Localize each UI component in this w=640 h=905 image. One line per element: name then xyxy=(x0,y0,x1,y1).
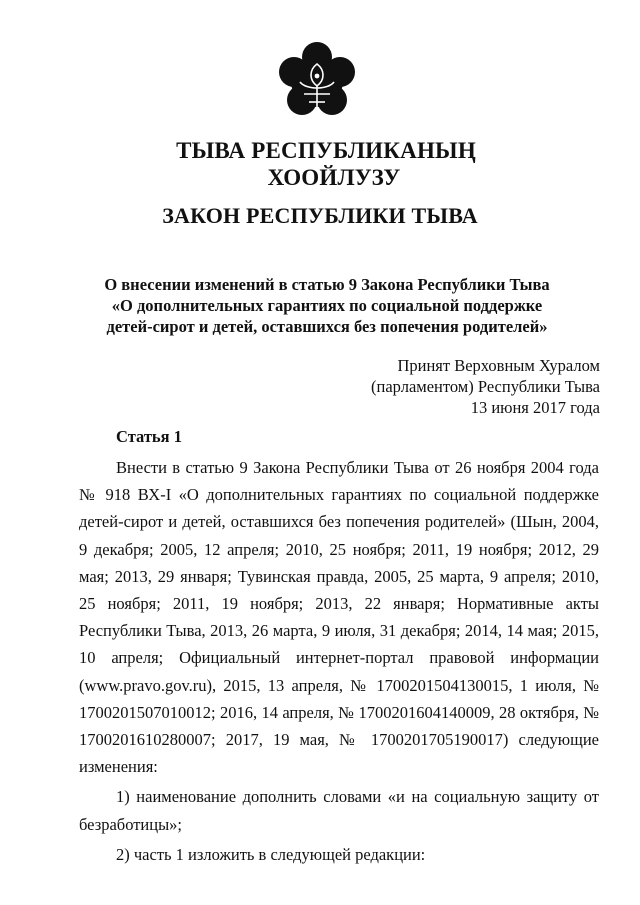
law-subject xyxy=(0,274,640,337)
adoption-line: Принят Верховным Хуралом xyxy=(397,356,600,375)
article-paragraph: 2) часть 1 изложить в следующей редакции: xyxy=(116,844,426,864)
title-russian: ЗАКОН РЕСПУБЛИКИ ТЫВА xyxy=(162,203,478,228)
law-subject-line: детей-сирот и детей, оставшихся без попечения родителей» xyxy=(106,317,548,336)
emblem-icon xyxy=(276,40,358,122)
article-paragraph: Внести в статью 9 Закона Республики Тыва от 26 ноября 2004 года № 918 ВХ-I «О дополнительных гарантиях по социальной поддержке детей-сирот и детей, оставшихся без попечения родителей» (Шын, 2004, 9 декабря; 2005, 12 апреля; 2010, 25 ноября; 2011, 19 ноября; 2012, 29 мая; 2013, 29 января; Тувинская правда, 2005, 25 марта, 9 апреля; 2010, 25 ноября; 2011, 19 ноября; 2013, 22 января; Нормативные акты Республики Тыва, 2013, 26 марта, 9 июля, 31 декабря; 2014, 14 мая; 2015, 10 апреля; Официальный интернет-портал правовой информации (www.pravo.gov.ru), 2015, 13 апреля, № 1700201504130015, 1 июля, № 1700201507010012; 2016, 14 апреля, № 1700201604140009, 28 октября, № 1700201610280007; 2017, 19 мая, № 1700201705190017) следующие изменения: xyxy=(79,458,599,777)
adoption-line: (парламентом) Республики Тыва xyxy=(371,377,600,396)
title-tuvan-line2: ХООЙЛУЗУ xyxy=(267,165,401,190)
article-paragraph: 1) наименование дополнить словами «и на социальную защиту от безработицы»; xyxy=(79,787,599,834)
article-body xyxy=(79,454,599,868)
adoption-date: 13 июня 2017 года xyxy=(470,398,600,417)
law-subject-line: О внесении изменений в статью 9 Закона Республики Тыва xyxy=(104,275,550,294)
adoption-note xyxy=(371,355,600,418)
title-tuvan-line1: ТЫВА РЕСПУБЛИКАНЫҢ xyxy=(176,138,476,163)
law-subject-line: «О дополнительных гарантиях по социальной поддержке xyxy=(111,296,543,315)
article-heading: Статья 1 xyxy=(116,427,182,446)
